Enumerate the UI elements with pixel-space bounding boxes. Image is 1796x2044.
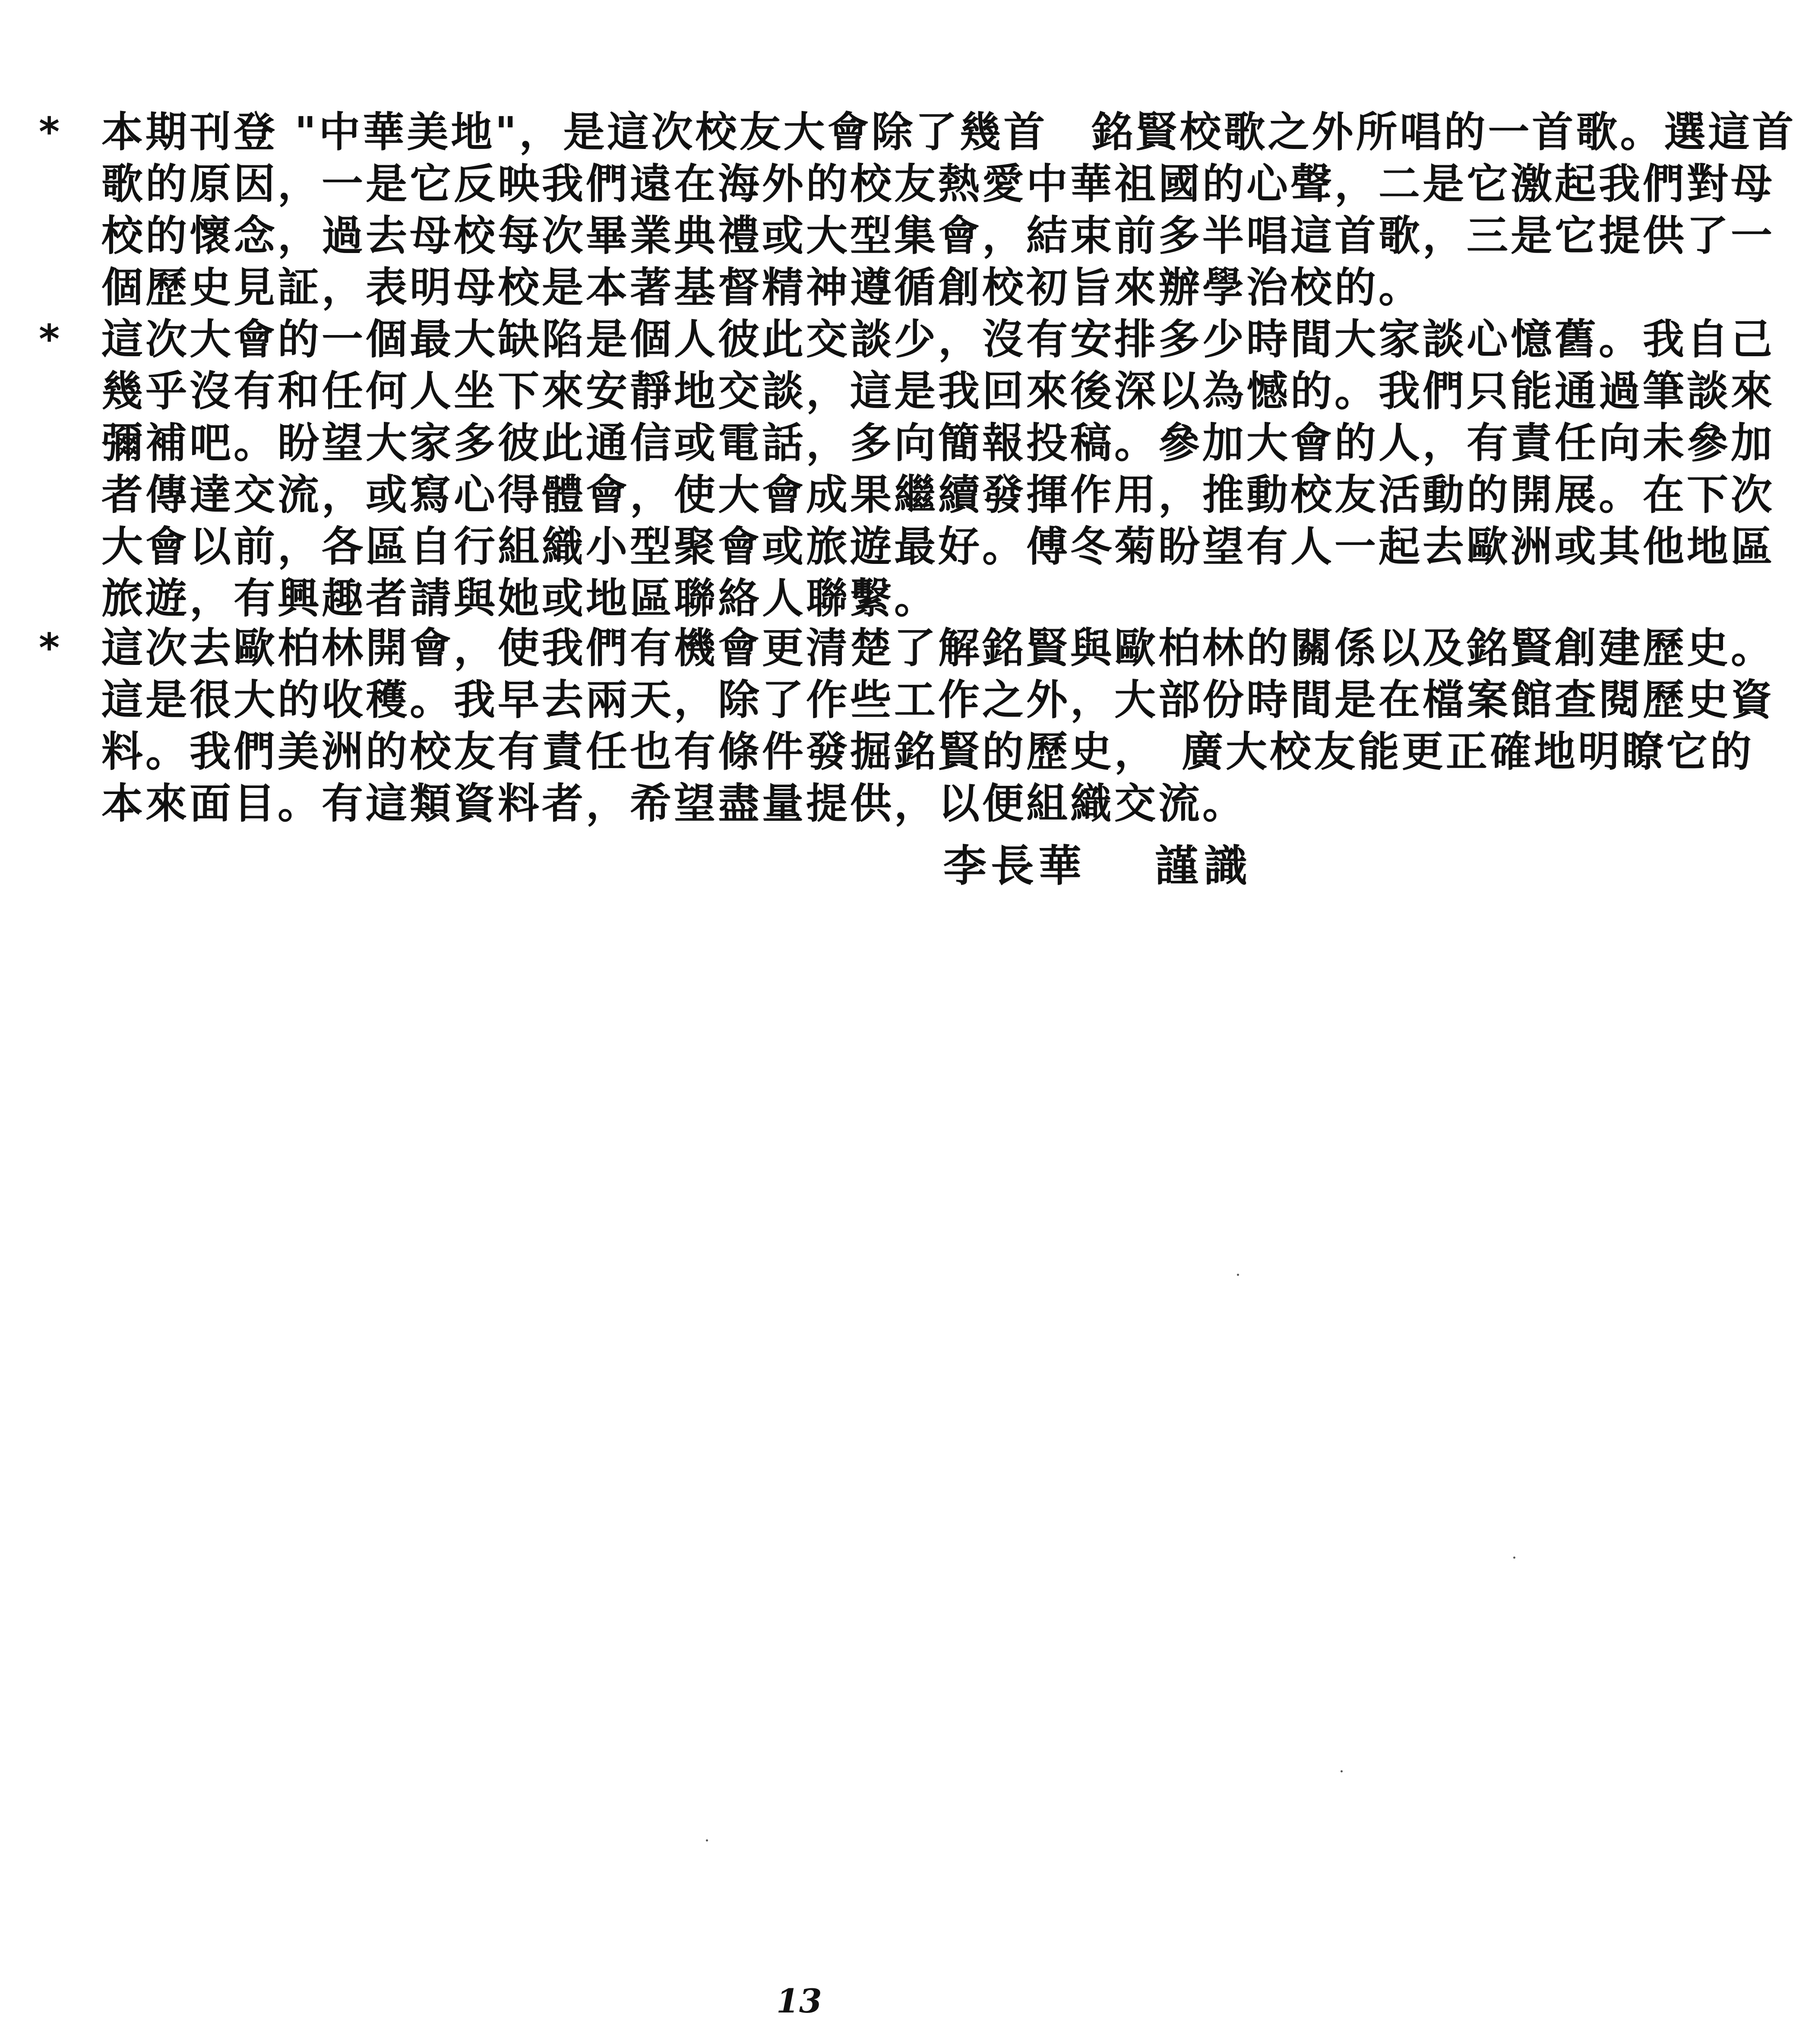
text-line: 幾乎沒有和任何人坐下來安靜地交談，這是我回來後深以為憾的。我們只能通過筆談來 — [101, 367, 1775, 415]
text-line: 本來面目。有這類資料者，希望盡量提供，以便組織交流。 — [101, 779, 1246, 828]
text-line: 旅遊，有興趣者請與她或地區聯絡人聯繫。 — [101, 574, 938, 623]
author-name: 李長華 — [943, 841, 1086, 891]
text-line: 本期刊登 "中華美地"，是這次校友大會除了幾首 銘賢校歌之外所唱的一首歌。選這首 — [101, 108, 1796, 156]
bullet-marker: * — [39, 316, 60, 362]
bullet-marker: * — [39, 625, 60, 671]
signature-closing: 謹識 — [1155, 841, 1253, 891]
text-line: 者傳達交流，或寫心得體會，使大會成果繼續發揮作用，推動校友活動的開展。在下次 — [101, 471, 1775, 519]
text-line: 這次大會的一個最大缺陷是個人彼此交談少，沒有安排多少時間大家談心憶舊。我自己 — [101, 315, 1775, 364]
text-line: 料。我們美洲的校友有責任也有條件發掘銘賢的歷史， 廣大校友能更正確地明瞭它的 — [101, 728, 1754, 776]
scan-speck — [1513, 1557, 1515, 1559]
text-line: 彌補吧。盼望大家多彼此通信或電話，多向簡報投稿。參加大會的人，有責任向未參加 — [101, 419, 1775, 467]
text-line: 大會以前，各區自行組織小型聚會或旅遊最好。傅冬菊盼望有人一起去歐洲或其他地區 — [101, 522, 1775, 571]
text-line: 這次去歐柏林開會，使我們有機會更清楚了解銘賢與歐柏林的關係以及銘賢創建歷史。 — [101, 624, 1775, 672]
scan-speck — [1237, 1274, 1239, 1276]
scan-speck — [706, 1839, 708, 1841]
text-line: 這是很大的收穫。我早去兩天，除了作些工作之外，大部份時間是在檔案館查閱歷史資 — [101, 676, 1775, 724]
scan-speck — [1341, 1770, 1343, 1772]
text-line: 個歷史見証，表明母校是本著基督精神遵循創校初旨來辦學治校的。 — [101, 263, 1423, 312]
text-line: 歌的原因，一是它反映我們遠在海外的校友熱愛中華祖國的心聲，二是它激起我們對母 — [101, 160, 1775, 208]
text-line: 校的懷念，過去母校每次畢業典禮或大型集會，結束前多半唱這首歌，三是它提供了一 — [101, 212, 1775, 260]
bullet-marker: * — [39, 109, 60, 155]
page-number: 13 — [776, 1982, 822, 2020]
signature-line — [943, 831, 1253, 893]
